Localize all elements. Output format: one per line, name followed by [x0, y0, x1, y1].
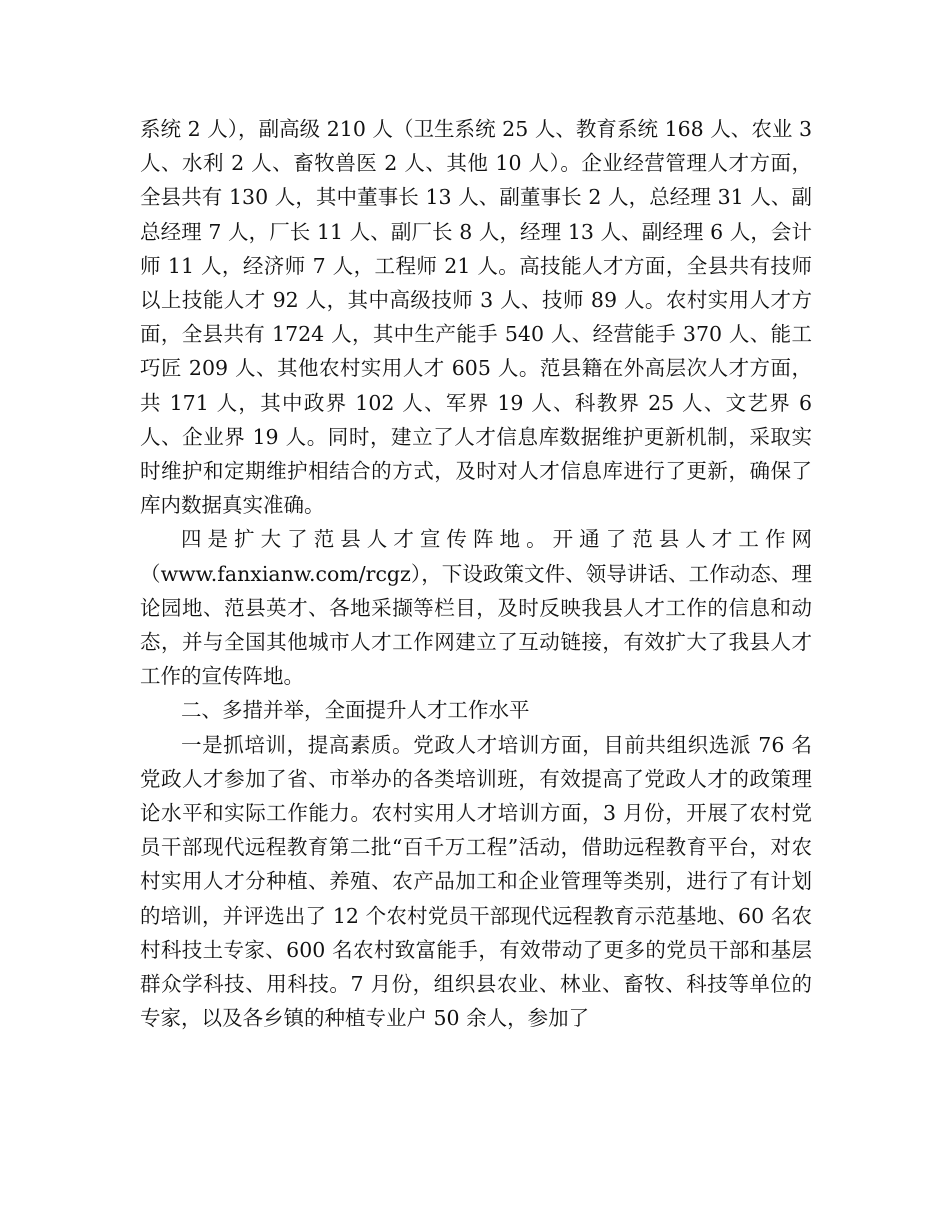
document-body: [140, 112, 812, 1035]
paragraph-training: 一是抓培训，提高素质。党政人才培训方面，目前共组织选派 76 名党政人才参加了省、市举办的各类培训班，有效提高了党政人才的政策理论水平和实际工作能力。农村实用人才培训方面，3 月份，开展了农村党员干部现代远程教育第二批“百千万工程”活动，借助远程教育平台，对农村实用人才分种植、养殖、农产品加工和企业管理等类别，进行了有计划的培训，并评选出了 12 个农村党员干部现代远程教育示范基地、60 名农村科技土专家、600 名农村致富能手，有效带动了更多的党员干部和基层群众学科技、用科技。7 月份，组织县农业、林业、畜牧、科技等单位的专家，以及各乡镇的种植专业户 50 余人，参加了: [140, 732, 812, 1031]
paragraph-publicity-platform: 四是扩大了范县人才宣传阵地。开通了范县人才工作网（www.fanxianw.com/rcgz），下设政策文件、领导讲话、工作动态、理论园地、范县英才、各地采撷等栏目，及时反映我县人才工作的信息和动态，并与全国其他城市人才工作网建立了互动链接，有效扩大了我县人才工作的宣传阵地。: [140, 527, 812, 689]
section-heading: 二、多措并举，全面提升人才工作水平: [181, 698, 530, 723]
paragraph-talent-statistics: 系统 2 人），副高级 210 人（卫生系统 25 人、教育系统 168 人、农业 3 人、水利 2 人、畜牧兽医 2 人、其他 10 人）。企业经营管理人才方面，全县共有 130 人，其中董事长 13 人、副董事长 2 人，总经理 31 人、副总经理 7 人，厂长 11 人、副厂长 8 人，经理 13 人、副经理 6 人，会计师 11 人，经济师 7 人，工程师 21 人。高技能人才方面，全县共有技师以上技能人才 92 人，其中高级技师 3 人、技师 89 人。农村实用人才方面，全县共有 1724 人，其中生产能手 540 人、经营能手 370 人、能工巧匠 209 人、其他农村实用人才 605 人。范县籍在外高层次人才方面，共 171 人，其中政界 102 人、军界 19 人、科教界 25 人、文艺界 6 人、企业界 19 人。同时，建立了人才信息库数据维护更新机制，采取实时维护和定期维护相结合的方式，及时对人才信息库进行了更新，确保了库内数据真实准确。: [140, 117, 812, 518]
